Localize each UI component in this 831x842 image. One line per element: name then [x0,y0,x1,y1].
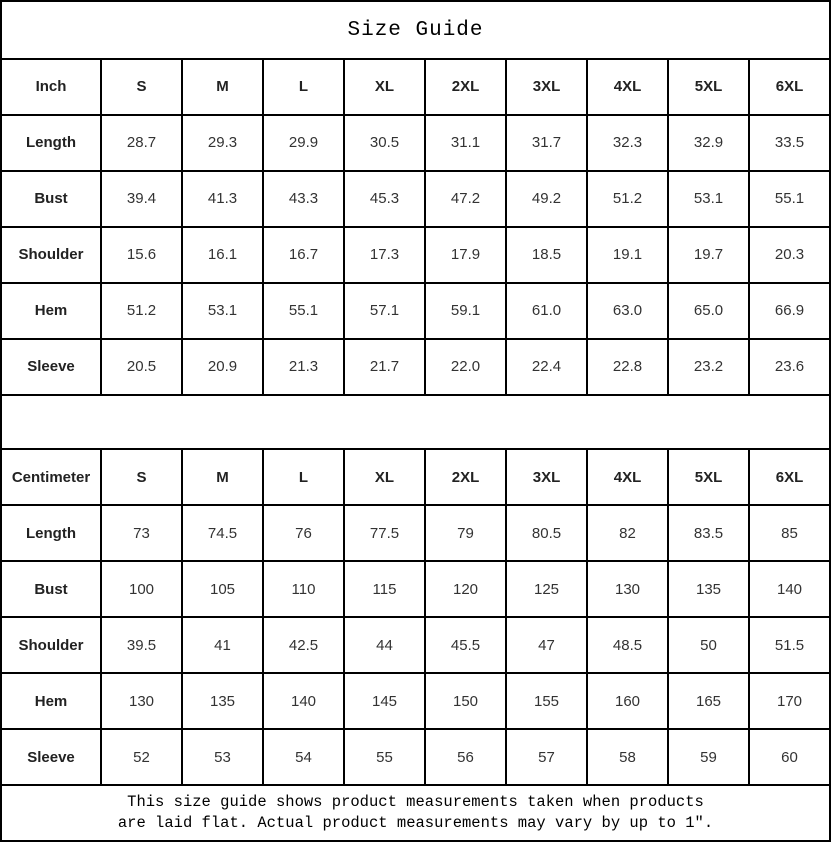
measurement-value: 140 [263,673,344,729]
measurement-value: 45.3 [344,171,425,227]
measurement-value: 23.6 [749,339,830,395]
measurement-value: 61.0 [506,283,587,339]
measurement-value: 125 [506,561,587,617]
page-title: Size Guide [1,1,830,59]
size-label: 5XL [668,59,749,115]
measurement-value: 160 [587,673,668,729]
measurement-label: Hem [1,673,101,729]
unit-label: Inch [1,59,101,115]
measurement-value: 19.1 [587,227,668,283]
measurement-value: 120 [425,561,506,617]
measurement-value: 41.3 [182,171,263,227]
measurement-value: 80.5 [506,505,587,561]
measurement-value: 39.4 [101,171,182,227]
measurement-value: 51.2 [587,171,668,227]
measurement-value: 55 [344,729,425,785]
measurement-label: Shoulder [1,617,101,673]
measurement-value: 56 [425,729,506,785]
measurement-label: Hem [1,283,101,339]
size-label: 3XL [506,449,587,505]
measurement-label: Shoulder [1,227,101,283]
measurement-value: 110 [263,561,344,617]
size-label: 2XL [425,59,506,115]
measurement-row [1,617,830,673]
table-spacer [1,395,830,450]
size-label: S [101,59,182,115]
measurement-value: 150 [425,673,506,729]
measurement-value: 50 [668,617,749,673]
size-label: M [182,449,263,505]
measurement-value: 16.1 [182,227,263,283]
measurement-row [1,673,830,729]
measurement-value: 44 [344,617,425,673]
size-label: 3XL [506,59,587,115]
measurement-value: 76 [263,505,344,561]
size-label: L [263,59,344,115]
measurement-value: 65.0 [668,283,749,339]
measurement-value: 83.5 [668,505,749,561]
measurement-value: 63.0 [587,283,668,339]
measurement-value: 105 [182,561,263,617]
measurement-value: 20.5 [101,339,182,395]
measurement-value: 66.9 [749,283,830,339]
measurement-value: 100 [101,561,182,617]
measurement-value: 33.5 [749,115,830,171]
measurement-value: 49.2 [506,171,587,227]
measurement-label: Sleeve [1,339,101,395]
measurement-value: 32.3 [587,115,668,171]
footnote-line-2: are laid flat. Actual product measurements may vary by up to 1″. [117,814,714,833]
measurement-value: 53 [182,729,263,785]
measurement-value: 115 [344,561,425,617]
measurement-value: 57 [506,729,587,785]
spacer-row [1,395,830,450]
size-label: 2XL [425,449,506,505]
measurement-value: 130 [587,561,668,617]
measurement-value: 47 [506,617,587,673]
footnote-section [1,785,830,841]
measurement-value: 41 [182,617,263,673]
unit-label: Centimeter [1,449,101,505]
spacer-section [1,395,830,450]
size-label: XL [344,59,425,115]
measurement-value: 30.5 [344,115,425,171]
footnote-row [1,785,830,841]
measurement-value: 53.1 [182,283,263,339]
measurement-value: 39.5 [101,617,182,673]
measurement-value: 135 [668,561,749,617]
measurement-value: 20.3 [749,227,830,283]
measurement-value: 155 [506,673,587,729]
measurement-value: 73 [101,505,182,561]
measurement-value: 22.8 [587,339,668,395]
measurement-value: 77.5 [344,505,425,561]
measurement-label: Bust [1,561,101,617]
measurement-value: 140 [749,561,830,617]
measurement-value: 23.2 [668,339,749,395]
title-section [1,1,830,59]
measurement-value: 145 [344,673,425,729]
size-label: XL [344,449,425,505]
measurement-row [1,561,830,617]
measurement-value: 82 [587,505,668,561]
measurement-label: Length [1,115,101,171]
measurement-value: 55.1 [263,283,344,339]
measurement-value: 29.9 [263,115,344,171]
measurement-value: 29.3 [182,115,263,171]
measurement-row [1,729,830,785]
measurement-value: 32.9 [668,115,749,171]
measurement-value: 16.7 [263,227,344,283]
measurement-value: 31.7 [506,115,587,171]
size-label: 5XL [668,449,749,505]
measurement-label: Bust [1,171,101,227]
measurement-value: 130 [101,673,182,729]
measurement-value: 74.5 [182,505,263,561]
measurement-value: 59 [668,729,749,785]
measurement-value: 57.1 [344,283,425,339]
measurement-value: 22.0 [425,339,506,395]
size-label: 6XL [749,449,830,505]
measurement-row [1,339,830,395]
footnote-line-1: This size guide shows product measurements taken when products [127,793,704,812]
measurement-value: 17.9 [425,227,506,283]
measurement-value: 165 [668,673,749,729]
measurement-value: 47.2 [425,171,506,227]
footnote [1,785,830,841]
measurement-value: 53.1 [668,171,749,227]
size-header-row [1,449,830,505]
size-label: M [182,59,263,115]
size-label: 4XL [587,449,668,505]
measurement-value: 28.7 [101,115,182,171]
inch-table-section [1,59,830,395]
size-label: L [263,449,344,505]
measurement-value: 85 [749,505,830,561]
size-label: 6XL [749,59,830,115]
size-label: S [101,449,182,505]
size-header-row [1,59,830,115]
measurement-value: 15.6 [101,227,182,283]
measurement-value: 20.9 [182,339,263,395]
measurement-value: 59.1 [425,283,506,339]
measurement-label: Sleeve [1,729,101,785]
measurement-value: 79 [425,505,506,561]
measurement-value: 52 [101,729,182,785]
measurement-value: 55.1 [749,171,830,227]
measurement-value: 21.7 [344,339,425,395]
measurement-value: 21.3 [263,339,344,395]
measurement-row [1,115,830,171]
measurement-value: 18.5 [506,227,587,283]
measurement-row [1,283,830,339]
measurement-value: 45.5 [425,617,506,673]
measurement-row [1,171,830,227]
measurement-value: 51.5 [749,617,830,673]
measurement-value: 42.5 [263,617,344,673]
measurement-value: 58 [587,729,668,785]
measurement-value: 170 [749,673,830,729]
measurement-value: 17.3 [344,227,425,283]
measurement-value: 19.7 [668,227,749,283]
measurement-row [1,505,830,561]
measurement-value: 60 [749,729,830,785]
measurement-value: 48.5 [587,617,668,673]
measurement-value: 31.1 [425,115,506,171]
title-row [1,1,830,59]
measurement-value: 43.3 [263,171,344,227]
measurement-value: 54 [263,729,344,785]
measurement-value: 135 [182,673,263,729]
measurement-value: 51.2 [101,283,182,339]
measurement-label: Length [1,505,101,561]
measurement-value: 22.4 [506,339,587,395]
measurement-row [1,227,830,283]
centimeter-table-section [1,449,830,785]
size-label: 4XL [587,59,668,115]
